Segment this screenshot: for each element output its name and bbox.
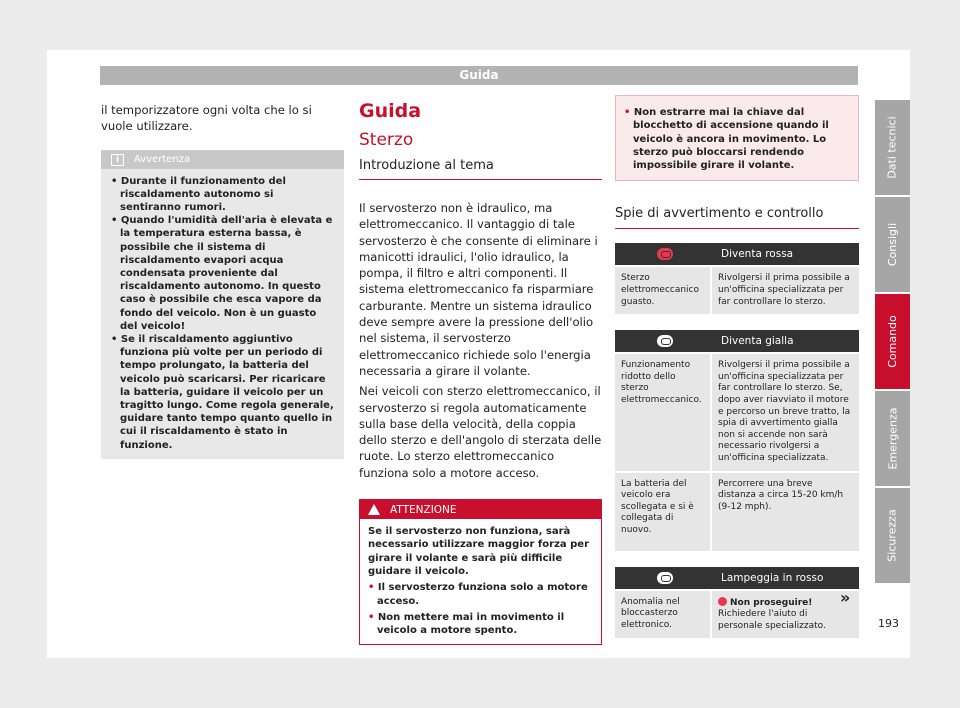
continue-arrow-icon: » (840, 588, 851, 607)
steering-warning-lamp-icon (657, 248, 673, 260)
table-cell-action: Percorrere una breve distanza a circa 15-20 km/h (9-12 mph). (718, 478, 844, 512)
subsection-heading: Introduzione al tema (359, 158, 602, 180)
note-item: • Quando l'umidità dell'aria è elevata e la temperatura esterna bassa, è possibile che il sistema di riscaldamento evapori acqua condensata proveniente dal riscaldamento autonomo. In questo caso è possibile che esca vapore da fondo del veicolo. Non è un guasto del veicolo! (111, 215, 333, 332)
tab-comando[interactable]: Comando (875, 294, 910, 389)
table-cell-cause: Sterzo elettromeccanico guasto. (615, 267, 712, 314)
side-tabs (875, 100, 910, 585)
tab-consigli[interactable]: Consigli (875, 197, 910, 292)
warning-triangle-icon (368, 504, 380, 515)
lamp-table-yellow (615, 330, 859, 550)
warning-header (360, 500, 601, 519)
table-header-label: Diventa gialla (721, 335, 794, 348)
table-header (615, 330, 859, 352)
tab-emergenza[interactable]: Emergenza (875, 391, 910, 486)
column-1 (101, 102, 344, 459)
column-3 (615, 95, 859, 638)
lamp-table-red (615, 243, 859, 314)
note-label: Avvertenza (134, 154, 191, 166)
info-icon: i (111, 154, 124, 166)
table-header-label: Diventa rossa (721, 248, 794, 261)
table-header (615, 567, 859, 589)
warning-box (359, 499, 602, 645)
table-row (615, 265, 859, 314)
warning-label: ATTENZIONE (390, 503, 457, 516)
table-cell-cause: Funzionamento ridotto dello sterzo elettromeccanico. (615, 354, 712, 470)
steering-warning-lamp-icon (657, 572, 673, 584)
section-header: Guida (100, 66, 858, 85)
table-header (615, 243, 859, 265)
intro-paragraph: il temporizzatore ogni volta che lo si vuole utilizzare. (101, 103, 312, 134)
alert-item: • Non estrarre mai la chiave dal blocchetto di accensione quando il veicolo è ancora in movimento. Lo sterzo può bloccarsi rendendo impossibile girare il volante. (624, 107, 829, 172)
table-cell-action: Rivolgersi il prima possibile a un'officina specializzata per far controllare lo sterzo. (718, 273, 850, 307)
note-item: • Durante il funzionamento del riscaldamento autonomo si sentiranno rumori. (111, 175, 286, 213)
body-paragraph: Nei veicoli con sterzo elettromeccanico, il servosterzo si regola automaticamente sulla base della velocità, della coppia dello sterzo e dell'angolo di sterzata delle ruote. Lo sterzo elettromeccanico funziona solo a motore acceso. (359, 384, 602, 480)
chapter-heading: Guida (359, 100, 422, 122)
table-cell-action: Rivolgersi il prima possibile a un'officina specializzata per far controllare lo sterzo. Se, dopo aver riavviato il motore e percorso un breve tratto, la spia di avvertimento gialla non si accende non sarà necessario rivolgersi a un'officina specializzata. (718, 360, 851, 464)
table-row (615, 589, 859, 639)
table-cell-cause: La batteria del veicolo era scollegata e si è collegata di nuovo. (615, 473, 712, 551)
warning-body (360, 519, 601, 644)
note-header (101, 151, 344, 169)
section-heading: Sterzo (359, 130, 414, 150)
alert-box (615, 95, 859, 181)
lamps-heading: Spie di avvertimento e controllo (615, 206, 859, 229)
body-paragraph: Il servosterzo non è idraulico, ma elettromeccanico. Il vantaggio di tale servosterzo è che consente di eliminare i manicotti idraulici, l'olio idraulico, la pompa, il filtro e altri componenti. Il sistema elettromeccanico fa risparmiare carburante. Mentre un sistema idraulico deve sempre avere la pressione dell'olio nel sistema, il servosterzo elettromeccanico richiede solo l'energia necessaria a girare il volante. (359, 201, 598, 378)
table-cell-action: Non proseguire! Richiedere l'aiuto di personale specializzato. (718, 597, 826, 631)
table-row (615, 471, 859, 551)
table-cell-cause: Anomalia nel bloccasterzo elettronico. (615, 591, 712, 639)
warning-item: • Il servosterzo funziona solo a motore acceso. (368, 582, 588, 607)
stop-icon (718, 597, 727, 606)
warning-intro: Se il servosterzo non funziona, sarà necessario utilizzare maggior forza per girare il volante e sarà più difficile guidare il veicolo. (368, 526, 590, 577)
note-item: • Se il riscaldamento aggiuntivo funziona più volte per un periodo di tempo prolungato, la batteria del veicolo può scaricarsi. Per ricaricare la batteria, guidare il veicolo per un tragitto lungo. Come regola generale, guidare tanto tempo quanto quello in cui il riscaldamento è stato in funzione. (111, 334, 334, 451)
note-body (101, 169, 344, 459)
warning-item: • Non mettere mai in movimento il veicolo a motore spento. (368, 611, 565, 637)
steering-warning-lamp-icon (657, 335, 673, 347)
tab-dati-tecnici[interactable]: Dati tecnici (875, 100, 910, 195)
page-number: 193 (878, 617, 899, 630)
column-2 (359, 100, 602, 645)
table-row (615, 352, 859, 470)
tab-sicurezza[interactable]: Sicurezza (875, 488, 910, 583)
table-header-label: Lampeggia in rosso (721, 571, 824, 584)
note-box (101, 150, 344, 459)
lamp-table-flashing (615, 567, 859, 639)
